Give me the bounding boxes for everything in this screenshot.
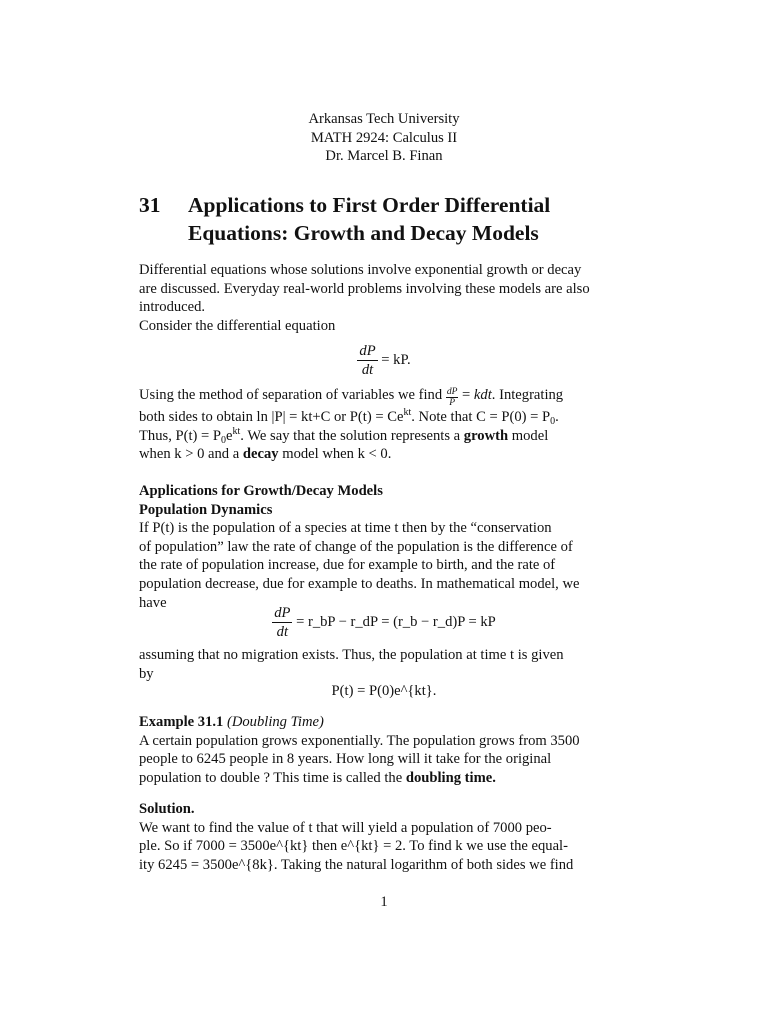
separation-text-d: . Note that C = P(0) = P	[411, 409, 551, 425]
solution-line-1: We want to find the value of t that will yield a population of 7000 peo-	[139, 819, 552, 836]
equation-1-rhs: = kP.	[381, 351, 411, 368]
solution-label: Solution.	[139, 801, 195, 817]
intro-line-2: are discussed. Everyday real-world problems involving these models are also	[139, 280, 590, 297]
doubling-time-term: doubling time.	[405, 769, 496, 786]
separation-text-g: model	[511, 427, 549, 444]
document-header	[0, 110, 768, 166]
apps-line-5: have	[139, 594, 167, 611]
separation-text-i: model when k < 0.	[282, 446, 392, 463]
separation-text-e: Thus, P(t) = P	[139, 427, 222, 444]
separation-text-h: when k > 0 and a	[139, 446, 240, 463]
separation-line-1	[139, 386, 627, 408]
intro-line-1: Differential equations whose solutions involve exponential growth or decay	[139, 262, 582, 278]
separation-text-a: Using the method of separation of variables we find	[139, 387, 443, 403]
example-subtitle: (Doubling Time)	[226, 714, 324, 730]
equation-1-denominator: dt	[361, 362, 374, 378]
growth-term: growth	[463, 427, 509, 444]
equation-3: P(t) = P(0)e^{kt}.	[331, 683, 437, 699]
equation-2-rhs: = r_bP − r_dP = (r_b − r_d)P = kP	[296, 613, 496, 630]
after-eq2-line-1: assuming that no migration exists. Thus, the population at time t is given	[139, 647, 564, 663]
course-name: MATH 2924: Calculus II	[310, 129, 458, 146]
equation-2-denominator: dt	[276, 624, 288, 640]
solution-line-2: ple. So if 7000 = 3500e^{kt} then e^{kt} = 2. To find k we use the equal-	[139, 838, 568, 855]
author-name: Dr. Marcel B. Finan	[325, 148, 443, 164]
equation-2	[0, 604, 768, 641]
page-number: 1	[380, 894, 388, 910]
separation-line-2: both sides to obtain ln |P| = kt+C or $P(t) = Ce^{kt}$. Note that $C = P(0) = P_0$.	[139, 407, 559, 427]
separation-text-b: Integrating	[499, 387, 564, 403]
applications-section	[139, 482, 627, 612]
separation-inline-fraction: $\frac{dP}{P}$	[446, 387, 458, 408]
solution	[139, 800, 627, 874]
intro-paragraph	[139, 261, 627, 335]
section-title-line-2: Equations: Growth and Decay Models	[188, 221, 539, 245]
intro-line-4: Consider the differential equation	[139, 317, 336, 334]
separation-line-3: Thus, $P(t) = P_0e^{kt}$. We say that the solution represents a growth model	[139, 425, 549, 446]
example-line-2: people to 6245 people in 8 years. How long will it take for the original	[139, 751, 552, 768]
separation-line-4	[139, 445, 627, 464]
separation-text-c: both sides to obtain ln |P| = kt+C or P(t) = Ce	[139, 409, 404, 425]
separation-text-f: . We say that the solution represents a	[240, 427, 461, 444]
apps-line-3: the rate of population increase, due for example to birth, and the rate of	[139, 557, 556, 574]
university-name: Arkansas Tech University	[308, 111, 460, 127]
equation-1	[0, 342, 768, 379]
section-title-line-1: Applications to First Order Differential	[188, 193, 551, 217]
section-number: 31	[139, 193, 161, 217]
example-line-3a: population to double ? This time is called the	[139, 769, 403, 786]
example-line-3	[139, 769, 627, 788]
applications-heading: Applications for Growth/Decay Models	[139, 483, 383, 499]
example-title	[139, 713, 627, 732]
equation-1-numerator: dP	[359, 343, 376, 359]
equation-2-fraction	[272, 604, 292, 641]
example-line-1: A certain population grows exponentially. The population grows from 3500	[139, 732, 580, 749]
equation-2-numerator: dP	[274, 605, 291, 621]
example-label: Example 31.1	[139, 714, 224, 730]
apps-line-2: of population” law the rate of change of the population is the difference of	[139, 538, 573, 555]
separation-eq: = kdt.	[462, 387, 496, 403]
solution-line-3: ity 6245 = 3500e^{8k}. Taking the natural logarithm of both sides we find	[139, 856, 574, 873]
intro-line-3: introduced.	[139, 299, 206, 316]
separation-paragraph	[139, 386, 627, 464]
after-eq2-line-2: by	[139, 665, 154, 682]
equation-1-fraction	[357, 342, 377, 379]
example-31-1	[139, 713, 627, 787]
population-dynamics-heading: Population Dynamics	[139, 501, 273, 518]
after-equation-2	[139, 646, 627, 683]
apps-line-1: If P(t) is the population of a species at time t then by the “conservation	[139, 520, 552, 537]
apps-line-4: population decrease, due for example to deaths. In mathematical model, we	[139, 575, 580, 592]
decay-term: decay	[242, 446, 279, 463]
